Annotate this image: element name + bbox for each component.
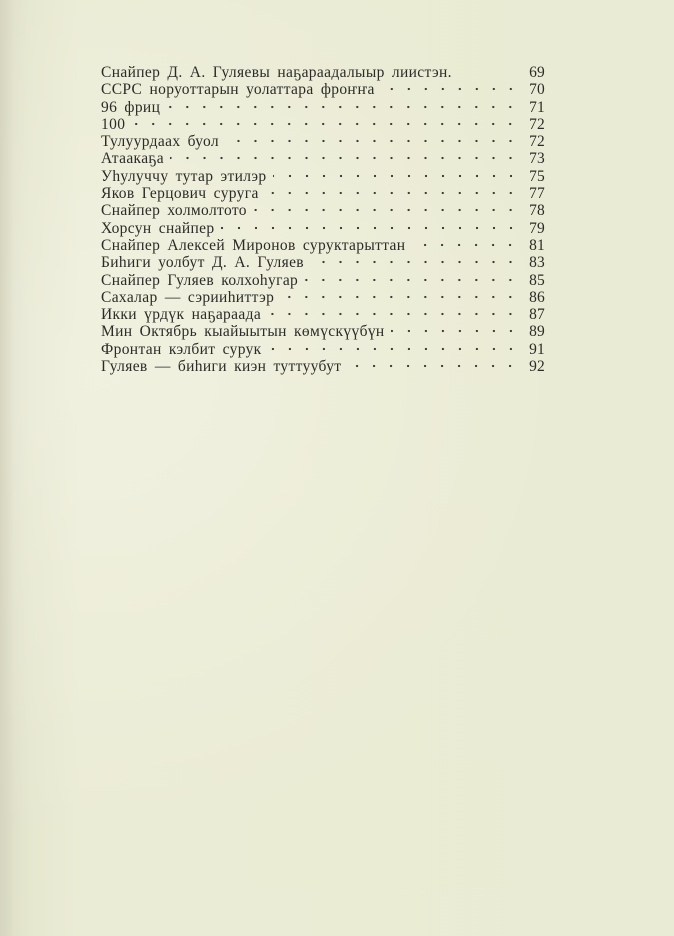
page-edge-shadow xyxy=(0,0,14,936)
toc-leader-dots xyxy=(267,312,519,316)
toc-entry-page: 87 xyxy=(529,306,545,324)
toc-entry xyxy=(101,81,545,98)
toc-leader-dots xyxy=(253,208,519,212)
toc-leader-dots xyxy=(411,243,519,247)
toc-entry-page: 91 xyxy=(529,340,545,358)
toc-entry xyxy=(101,99,545,116)
toc-entry xyxy=(101,220,545,237)
toc-entry-title: Фронтан кэлбит сурук xyxy=(101,340,262,358)
toc-entry-title: Снайпер Д. А. Гуляевы наҕараадалыыр лиистэн. xyxy=(101,64,452,81)
toc-leader-dots xyxy=(221,226,520,230)
toc-entry xyxy=(101,306,545,323)
toc-entry-page: 83 xyxy=(529,254,545,272)
toc-entry xyxy=(101,358,545,375)
toc-leader-dots xyxy=(347,364,519,368)
toc-leader-dots xyxy=(458,70,519,74)
toc-entry xyxy=(101,202,545,219)
toc-entry-title: Яков Герцович суруга xyxy=(101,185,259,203)
toc-entry xyxy=(101,323,545,340)
toc-entry-title: Гуляев — биһиги киэн туттуубут xyxy=(101,358,342,376)
toc-leader-dots xyxy=(268,347,519,351)
toc-leader-dots xyxy=(310,260,519,264)
toc-entry xyxy=(101,341,545,358)
toc-entry-page: 71 xyxy=(529,98,545,116)
toc-entry xyxy=(101,237,545,254)
toc-entry-title: Сахалар — сэрииһиттэр xyxy=(101,288,275,306)
toc-entry-page: 81 xyxy=(529,236,545,254)
toc-entry xyxy=(101,289,545,306)
toc-entry-title: 96 фриц xyxy=(101,98,161,116)
toc-entry xyxy=(101,168,545,185)
toc-entry-page: 78 xyxy=(529,202,545,220)
toc-entry-page: 85 xyxy=(529,271,545,289)
toc-entry-page: 92 xyxy=(529,358,545,376)
table-of-contents xyxy=(101,64,545,375)
toc-entry-title: Тулуурдаах буол xyxy=(101,133,220,151)
toc-entry-page: 72 xyxy=(529,133,545,151)
toc-entry-page: 70 xyxy=(529,81,545,99)
toc-entry xyxy=(101,185,545,202)
toc-entry-title: Икки үрдүк наҕараада xyxy=(101,306,262,324)
toc-entry-title: Хорсун снайпер xyxy=(101,219,215,237)
toc-entry xyxy=(101,116,545,133)
toc-entry-page: 75 xyxy=(529,167,545,185)
toc-entry-title: Снайпер Алексей Миронов суруктарыттан xyxy=(101,236,406,254)
toc-entry-title: 100 xyxy=(101,115,126,133)
toc-leader-dots xyxy=(273,174,520,178)
toc-leader-dots xyxy=(280,295,519,299)
toc-entry-page: 77 xyxy=(529,185,545,203)
toc-entry xyxy=(101,254,545,271)
toc-leader-dots xyxy=(391,329,519,333)
toc-entry-page: 69 xyxy=(529,64,545,81)
toc-entry-title: Атаакаҕа xyxy=(101,150,164,168)
toc-leader-dots xyxy=(265,191,519,195)
toc-entry-title: Биһиги уолбут Д. А. Гуляев xyxy=(101,254,304,272)
toc-leader-dots xyxy=(225,139,519,143)
toc-entry-title: ССРС норуоттарын уолаттара фроҥҥа xyxy=(101,81,375,99)
toc-entry-title: Уһулуччу тутар этилэр xyxy=(101,167,267,185)
toc-leader-dots xyxy=(166,105,519,109)
toc-entry xyxy=(101,150,545,167)
toc-entry-title: Снайпер холмолтото xyxy=(101,202,247,220)
toc-entry xyxy=(101,64,545,81)
toc-entry-page: 73 xyxy=(529,150,545,168)
toc-leader-dots xyxy=(381,87,519,91)
toc-entry-page: 89 xyxy=(529,323,545,341)
toc-entry xyxy=(101,133,545,150)
toc-entry-page: 79 xyxy=(529,219,545,237)
toc-leader-dots xyxy=(170,156,519,160)
toc-entry-title: Снайпер Гуляев колхоһугар xyxy=(101,271,299,289)
toc-leader-dots xyxy=(131,122,519,126)
toc-entry-page: 72 xyxy=(529,115,545,133)
toc-entry-page: 86 xyxy=(529,288,545,306)
toc-entry xyxy=(101,272,545,289)
toc-entry-title: Мин Октябрь кыайыытын көмүскүүбүн xyxy=(101,323,385,341)
toc-leader-dots xyxy=(304,278,519,282)
